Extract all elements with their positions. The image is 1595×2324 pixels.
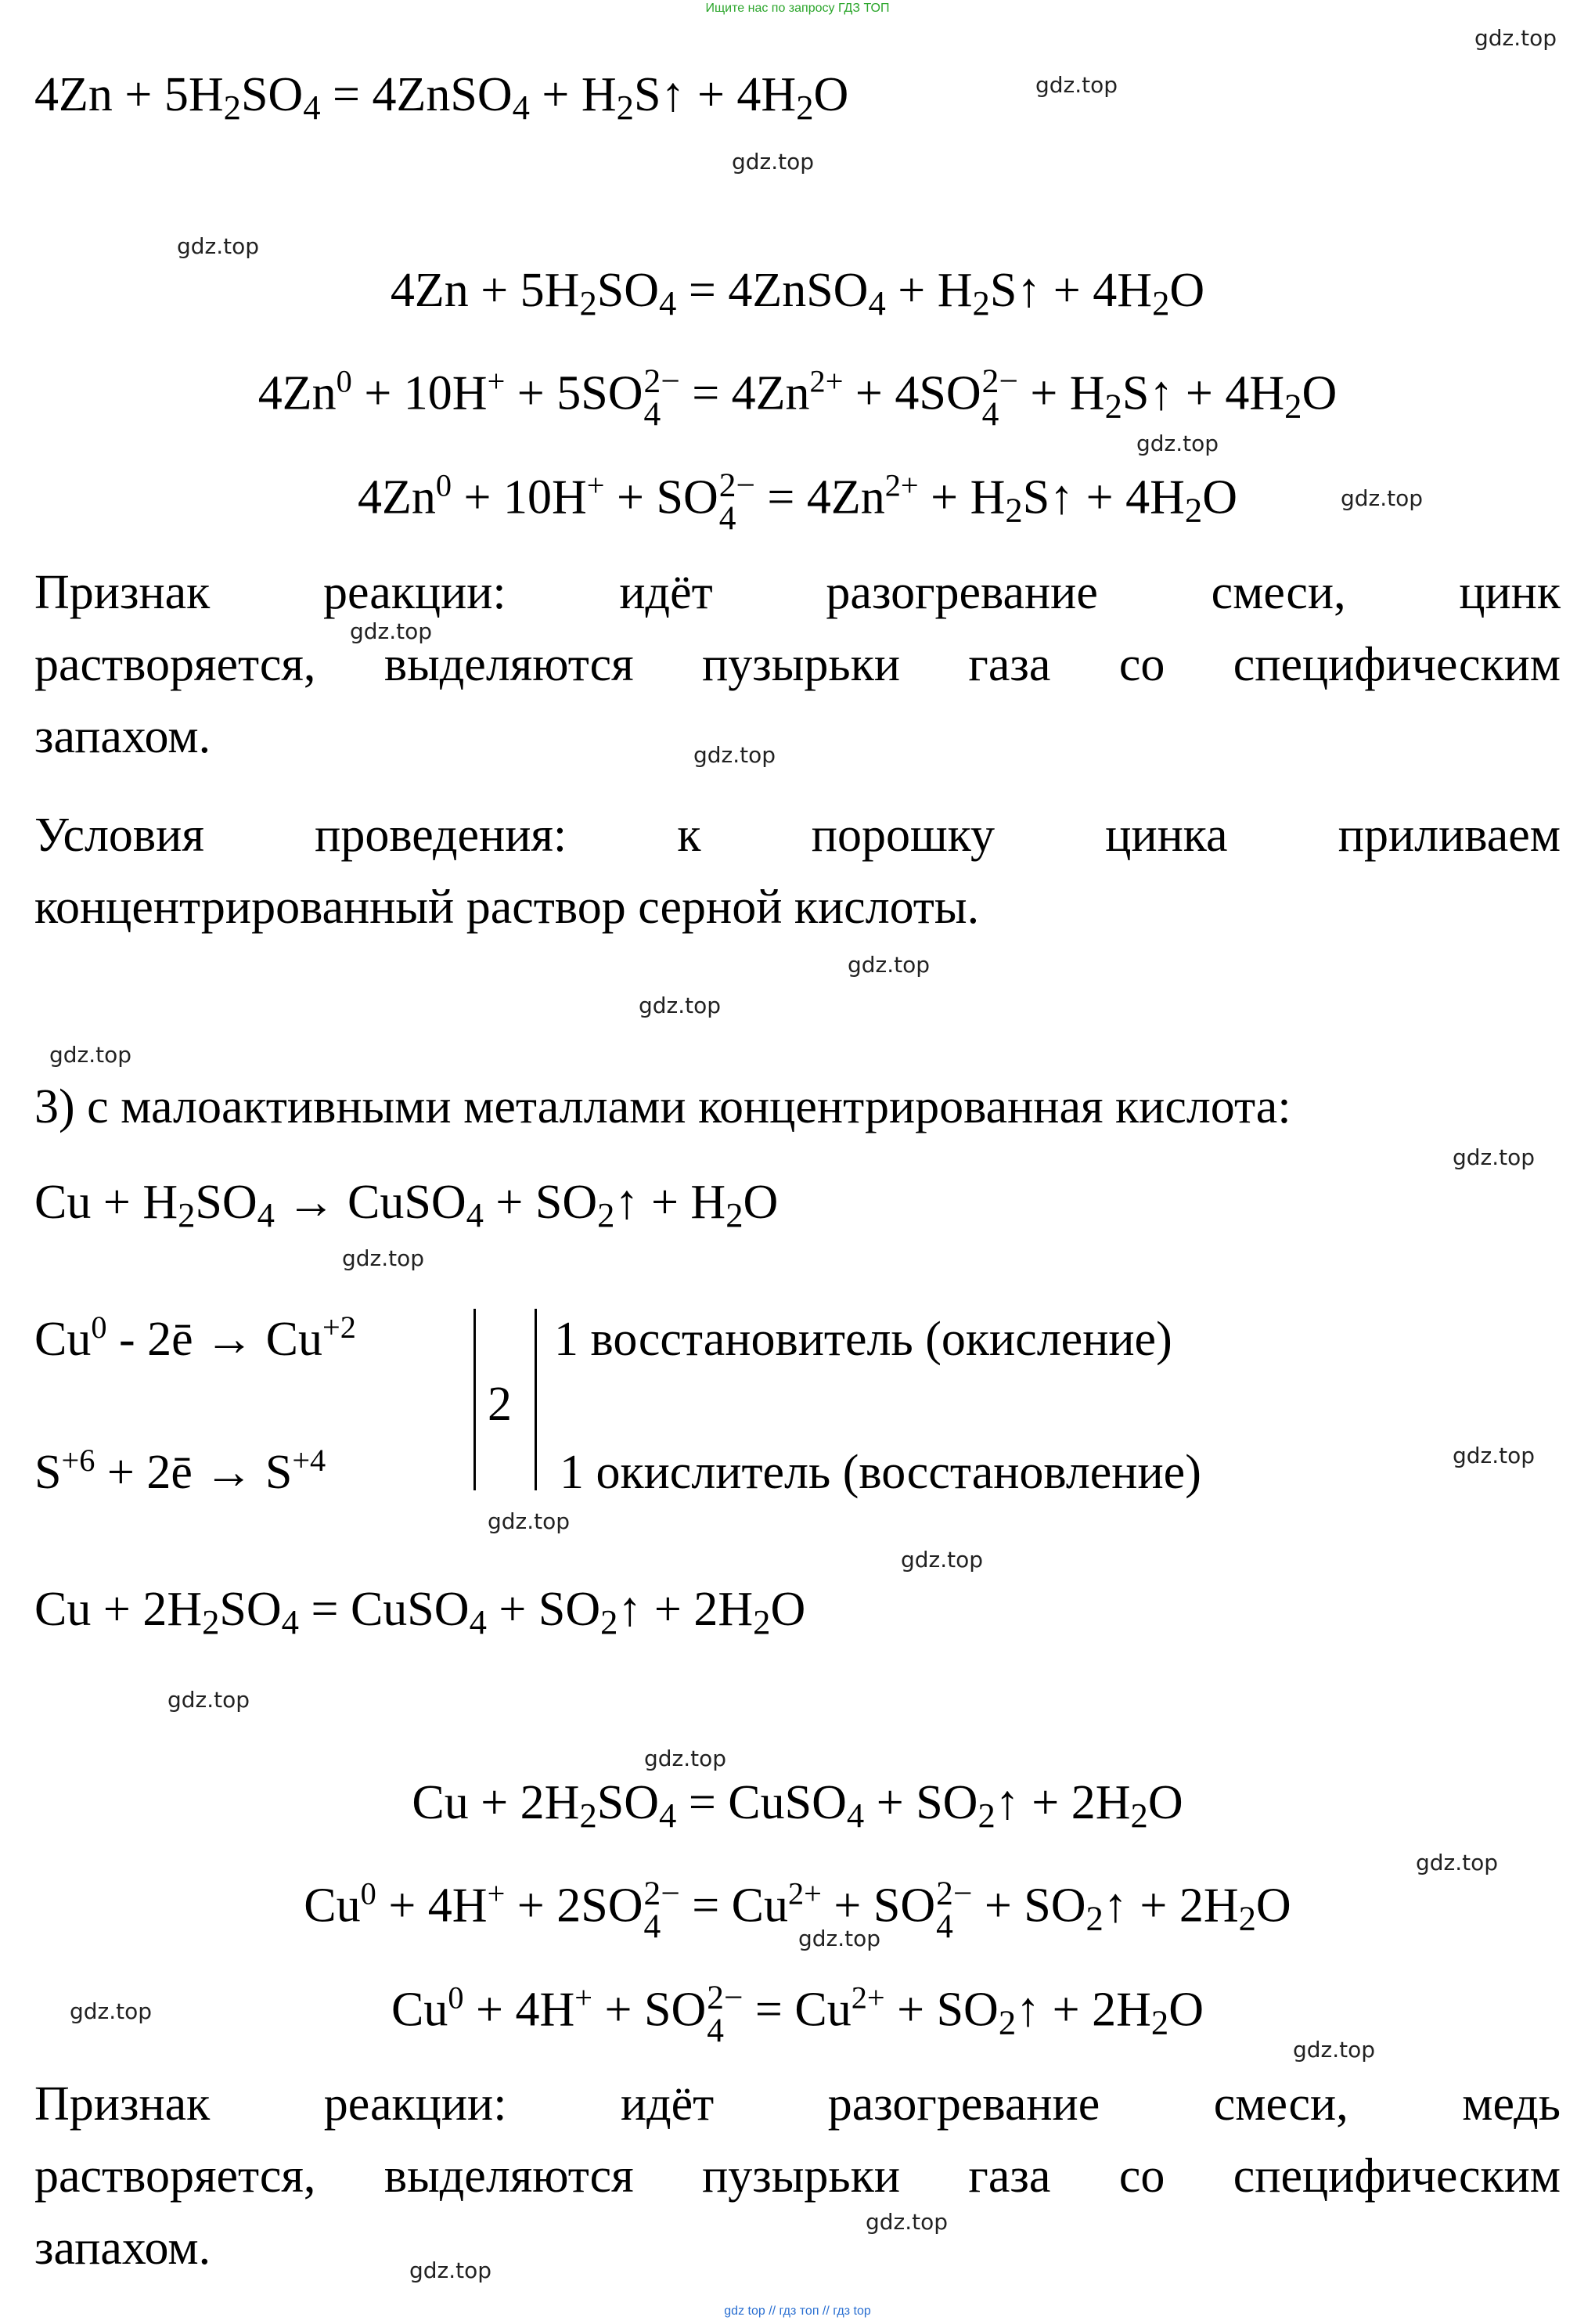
zn-molecular-equation-2: $4Zn + 5H_2SO_4$ = 4ZnSO$_4$ + $H_2S↑ + 4H_2O$ <box>390 264 1205 323</box>
watermark: gdz.top <box>693 742 776 768</box>
zn-sign-line-3: запахом. <box>34 710 211 763</box>
zn-sign-line-2: растворяется, выделяются пузырьки газа со специфическим <box>34 638 1561 691</box>
watermark: gdz.top <box>1453 1144 1536 1170</box>
watermark: gdz.top <box>1453 1443 1536 1468</box>
watermark: gdz.top <box>409 2257 492 2283</box>
watermark: gdz.top <box>1341 485 1424 511</box>
balance-lcm: 2 <box>488 1378 512 1431</box>
watermark: gdz.top <box>70 1998 153 2024</box>
watermark: gdz.top <box>1474 25 1557 51</box>
watermark: gdz.top <box>342 1245 425 1271</box>
watermark: gdz.top <box>177 233 260 259</box>
watermark: gdz.top <box>1293 2037 1376 2063</box>
watermark: gdz.top <box>866 2209 949 2235</box>
zn-conditions-line-2: концентрированный раствор серной кислоты. <box>34 881 980 934</box>
cu-sign-line-3: запахом. <box>34 2221 211 2275</box>
cu-section-heading: 3) с малоактивными металлами концентрированная кислота: <box>34 1080 1291 1133</box>
cu-full-ionic-equation: $Cu^0 + 4H^+ + 2SO$ 2− 4 = $Cu^{2+}$ + SO 2− 4 + $SO_2↑ + 2H_2O$ <box>304 1875 1291 1946</box>
header-note: Ищите нас по запросу ГДЗ ТОП <box>705 2 890 15</box>
zn-molecular-equation: $4Zn + 5H_2SO_4$ = 4ZnSO$_4$ + $H_2S↑ + 4H_2O$ <box>34 68 849 128</box>
watermark: gdz.top <box>901 1547 984 1573</box>
watermark: gdz.top <box>732 149 815 175</box>
cu-balanced-equation: $Cu + 2H_2SO_4$ = CuSO$_4$ + $SO_2↑ + 2H_2O$ <box>34 1583 806 1642</box>
cu-sign-line-1: Признак реакции: идёт разогревание смеси, медь <box>34 2077 1561 2131</box>
cu-role-oxidizer: 1 окислитель (восстановление) <box>560 1446 1201 1499</box>
cu-scheme-equation: $Cu + H_2SO_4$ → CuSO$_4$ + $SO_2↑ + H_2O$ <box>34 1176 779 1235</box>
watermark: gdz.top <box>167 1687 250 1713</box>
cu-molecular-equation: $Cu + 2H_2SO_4$ = CuSO$_4$ + $SO_2↑ + 2H_2O$ <box>412 1776 1183 1836</box>
watermark: gdz.top <box>848 952 931 978</box>
zn-sign-line-1: Признак реакции: идёт разогревание смеси, цинк <box>34 566 1561 619</box>
zn-conditions-line-1: Условия проведения: к порошку цинка приливаем <box>34 809 1561 862</box>
cu-half-reaction-reduction: $S^{+6}$ + 2ē → $S^{+4}$ <box>34 1442 326 1499</box>
balance-divider-left <box>473 1309 476 1490</box>
watermark: gdz.top <box>1136 431 1219 456</box>
watermark: gdz.top <box>49 1042 132 1068</box>
watermark: gdz.top <box>1416 1850 1499 1875</box>
cu-half-reaction-oxidation: Cu$^0$ - 2ē → $Cu^{+2}$ <box>34 1309 356 1366</box>
cu-short-ionic-equation: $Cu^0 + 4H^+$ + SO 2− 4 = $Cu^{2+}$ + $SO_2↑ + 2H_2O$ <box>391 1979 1204 2050</box>
watermark: gdz.top <box>644 1746 727 1771</box>
zn-short-ionic-equation: $4Zn^0 + 10H^+$ + SO 2− 4 = $4Zn^{2+}$ + $H_2S↑ + 4H_2O$ <box>357 467 1238 538</box>
zn-full-ionic-equation: $4Zn^0 + 10H^+ + 5SO$ 2− 4 = $4Zn^{2+} + 4SO$ 2− 4 + $H_2S↑ + 4H_2O$ <box>257 362 1338 434</box>
balance-divider-right <box>535 1309 537 1490</box>
cu-role-reducer: 1 восстановитель (окисление) <box>554 1313 1172 1366</box>
watermark: gdz.top <box>488 1508 571 1534</box>
footer-note: gdz top // гдз топ // гдз top <box>724 2304 871 2318</box>
watermark: gdz.top <box>350 618 433 644</box>
cu-sign-line-2: растворяется, выделяются пузырьки газа со специфическим <box>34 2149 1561 2203</box>
watermark: gdz.top <box>798 1926 881 1951</box>
watermark: gdz.top <box>639 993 722 1018</box>
watermark: gdz.top <box>1035 72 1118 98</box>
